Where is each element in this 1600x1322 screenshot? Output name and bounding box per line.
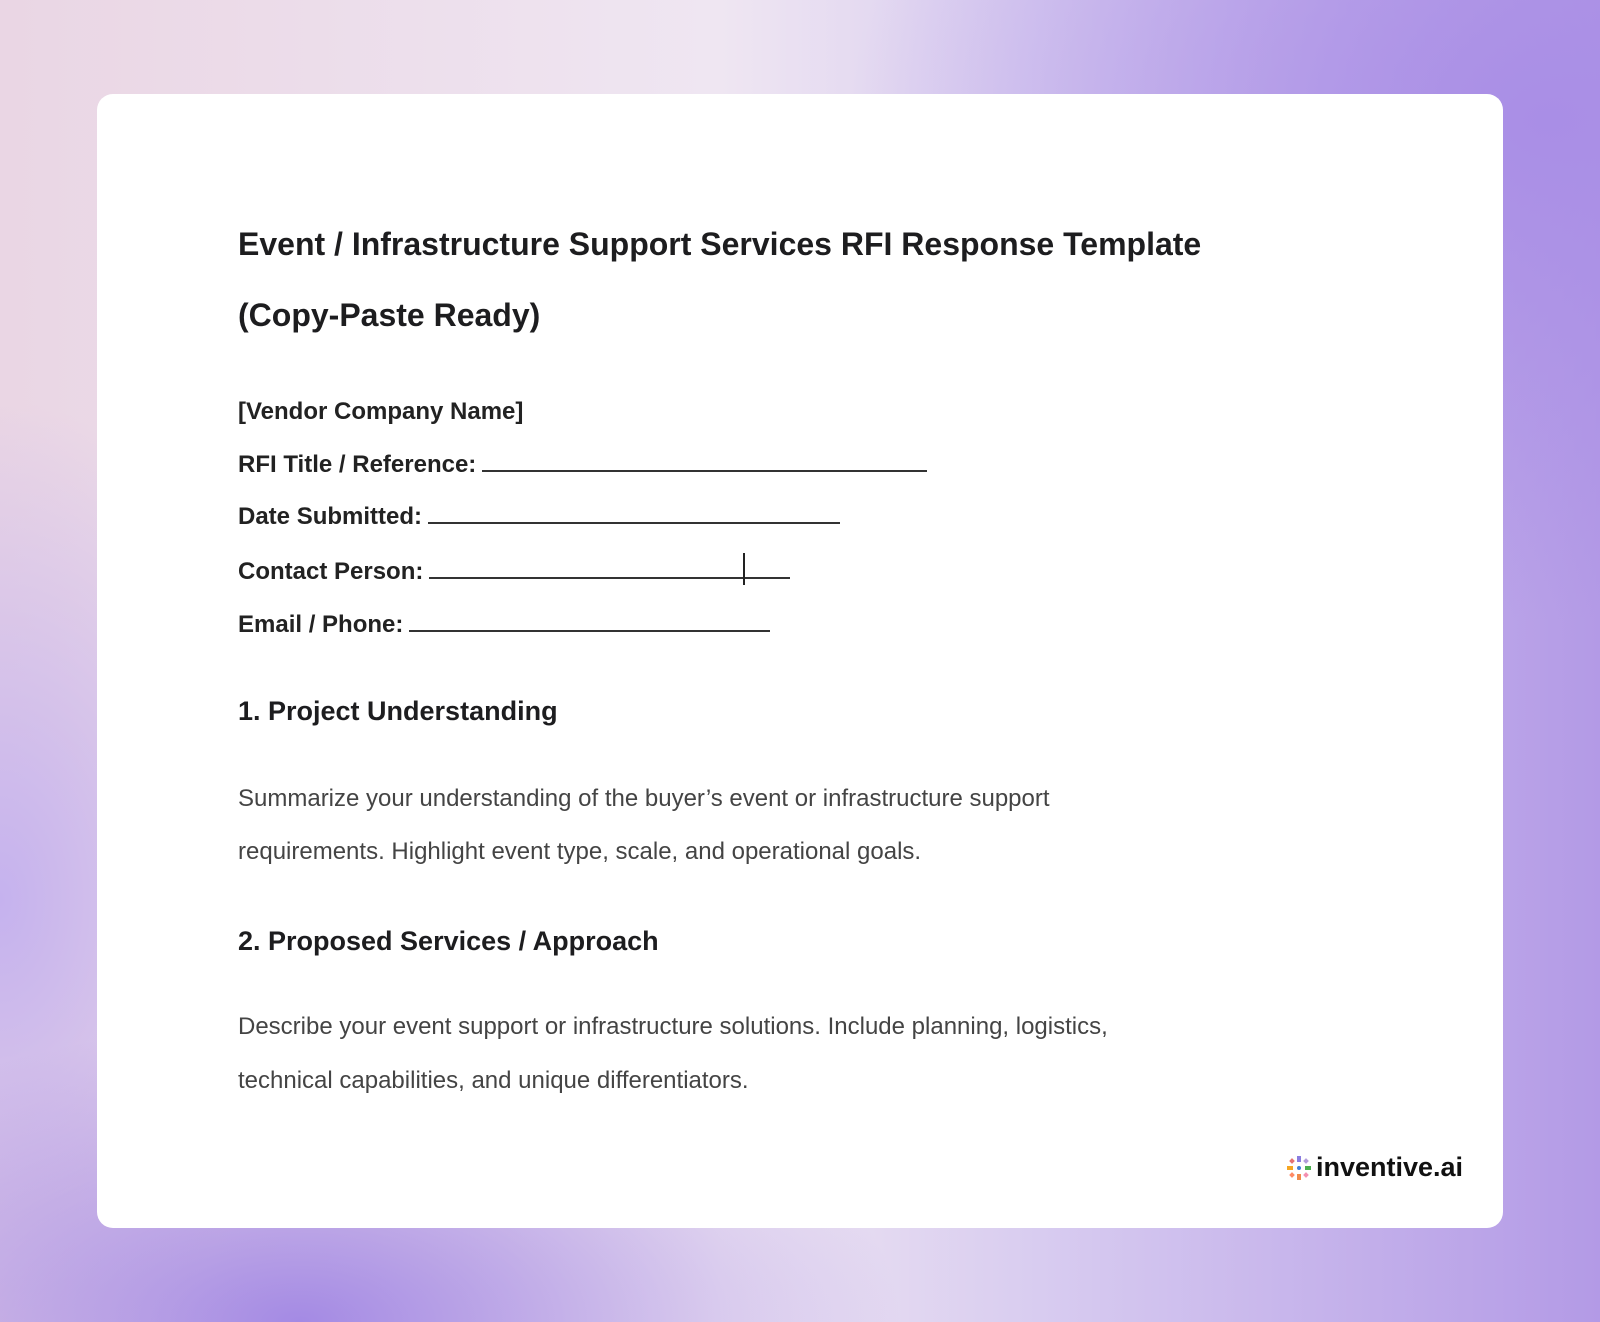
brand-name: inventive.ai	[1316, 1152, 1464, 1182]
rfi-title-blank[interactable]	[482, 452, 927, 472]
section-heading: 2. Proposed Services / Approach	[238, 926, 659, 956]
section-text: Summarize your understanding of the buyer’s event or infrastructure support	[238, 785, 1050, 812]
document-title-line-2: (Copy-Paste Ready)	[238, 297, 541, 333]
email-phone-field[interactable]	[238, 611, 770, 639]
logo-mark-icon	[1286, 1155, 1312, 1181]
rfi-title-label: RFI Title / Reference:	[238, 451, 477, 478]
section-text: Describe your event support or infrastructure solutions. Include planning, logistics,	[238, 1013, 1108, 1040]
section-heading: 1. Project Understanding	[238, 696, 558, 726]
email-phone-label: Email / Phone:	[238, 611, 404, 638]
contact-person-blank[interactable]	[429, 559, 790, 579]
document-card	[97, 94, 1503, 1228]
document-title-line-1: Event / Infrastructure Support Services RFI Response Template	[238, 226, 1202, 262]
date-submitted-blank[interactable]	[428, 504, 840, 524]
email-phone-blank[interactable]	[409, 612, 770, 632]
vendor-company-name: [Vendor Company Name]	[238, 398, 524, 425]
section-text: technical capabilities, and unique differentiators.	[238, 1067, 749, 1094]
rfi-title-field[interactable]	[238, 451, 927, 479]
inventive-logo	[1286, 1152, 1463, 1183]
contact-person-label: Contact Person:	[238, 558, 424, 585]
section-text: requirements. Highlight event type, scale, and operational goals.	[238, 838, 922, 865]
date-submitted-field[interactable]	[238, 503, 840, 531]
contact-person-field[interactable]	[238, 558, 790, 586]
date-submitted-label: Date Submitted:	[238, 503, 423, 530]
text-cursor	[743, 553, 745, 585]
